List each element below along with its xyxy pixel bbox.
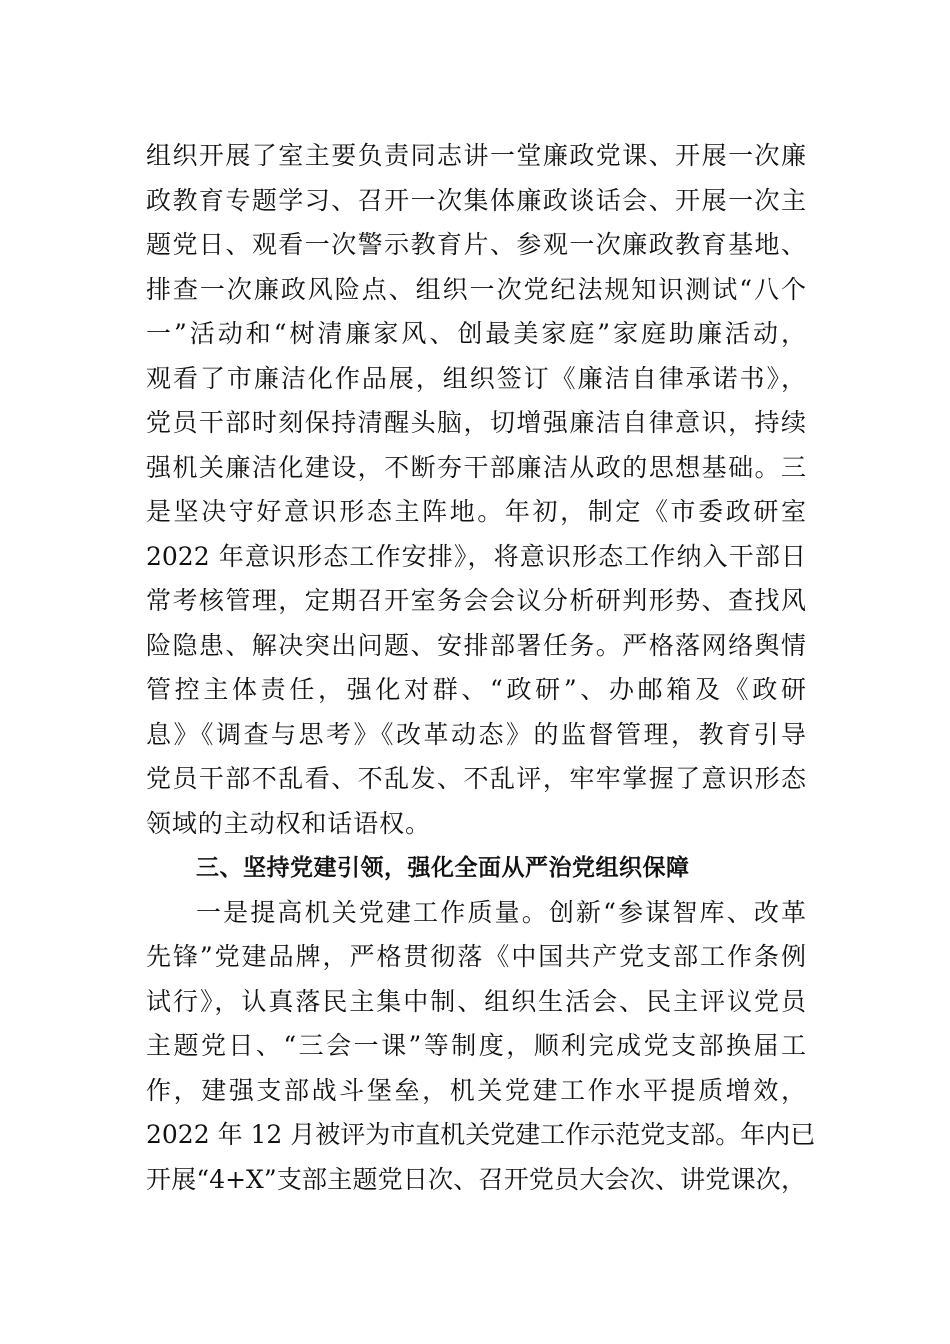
paragraph-line: 息》《调查与思考》《改革动态》的监督管理，教育引导 — [146, 720, 806, 749]
paragraph-line: 试行》，认真落民主集中制、组织生活会、民主评议党员 — [146, 987, 806, 1016]
paragraph-line: 组织开展了室主要负责同志讲一堂廉政党课、开展一次廉 — [146, 141, 806, 170]
section-heading: 三、坚持党建引领，强化全面从严治党组织保障 — [196, 855, 690, 881]
paragraph-line: 管控主体责任，强化对群、“政研”、办邮箱及《政研 — [146, 675, 806, 704]
paragraph-line: 党员干部不乱看、不乱发、不乱评，牢牢掌握了意识形态 — [146, 764, 806, 793]
paragraph-line: 党员干部时刻保持清醒头脑，切增强廉洁自律意识，持续 — [146, 408, 806, 437]
paragraph-line: 政教育专题学习、召开一次集体廉政谈话会、开展一次主 — [146, 186, 806, 215]
paragraph-line: 开展“4+X”支部主题党日次、召开党员大会次、讲党课次， — [146, 1165, 806, 1194]
paragraph-line: 主题党日、“三会一课”等制度，顺利完成党支部换届工 — [146, 1031, 806, 1060]
paragraph-line: 领域的主动权和话语权。 — [146, 809, 431, 838]
paragraph-line: 2022 年 12 月被评为市直机关党建工作示范党支部。年内已 — [146, 1120, 816, 1149]
paragraph-line: 作，建强支部战斗堡垒，机关党建工作水平提质增效， — [146, 1076, 806, 1105]
paragraph-line: 险隐患、解决突出问题、安排部署任务。严格落网络舆情 — [146, 631, 806, 660]
paragraph-line: 一”活动和“树清廉家风、创最美家庭”家庭助廉活动， — [146, 319, 806, 348]
paragraph-line: 2022 年意识形态工作安排》，将意识形态工作纳入干部日 — [146, 542, 806, 571]
paragraph-line: 一是提高机关党建工作质量。创新“参谋智库、改革 — [196, 898, 806, 927]
paragraph-line: 排查一次廉政风险点、组织一次党纪法规知识测试“八个 — [146, 275, 806, 304]
paragraph-line: 题党日、观看一次警示教育片、参观一次廉政教育基地、 — [146, 230, 806, 259]
paragraph-line: 常考核管理，定期召开室务会会议分析研判形势、查找风 — [146, 586, 806, 615]
paragraph-line: 观看了市廉洁化作品展，组织签订《廉洁自律承诺书》， — [146, 364, 806, 393]
paragraph-line: 先锋”党建品牌，严格贯彻落《中国共产党支部工作条例 — [146, 942, 806, 971]
paragraph-line: 强机关廉洁化建设，不断夯干部廉洁从政的思想基础。三 — [146, 453, 806, 482]
paragraph-line: 是坚决守好意识形态主阵地。年初，制定《市委政研室 — [146, 497, 806, 526]
